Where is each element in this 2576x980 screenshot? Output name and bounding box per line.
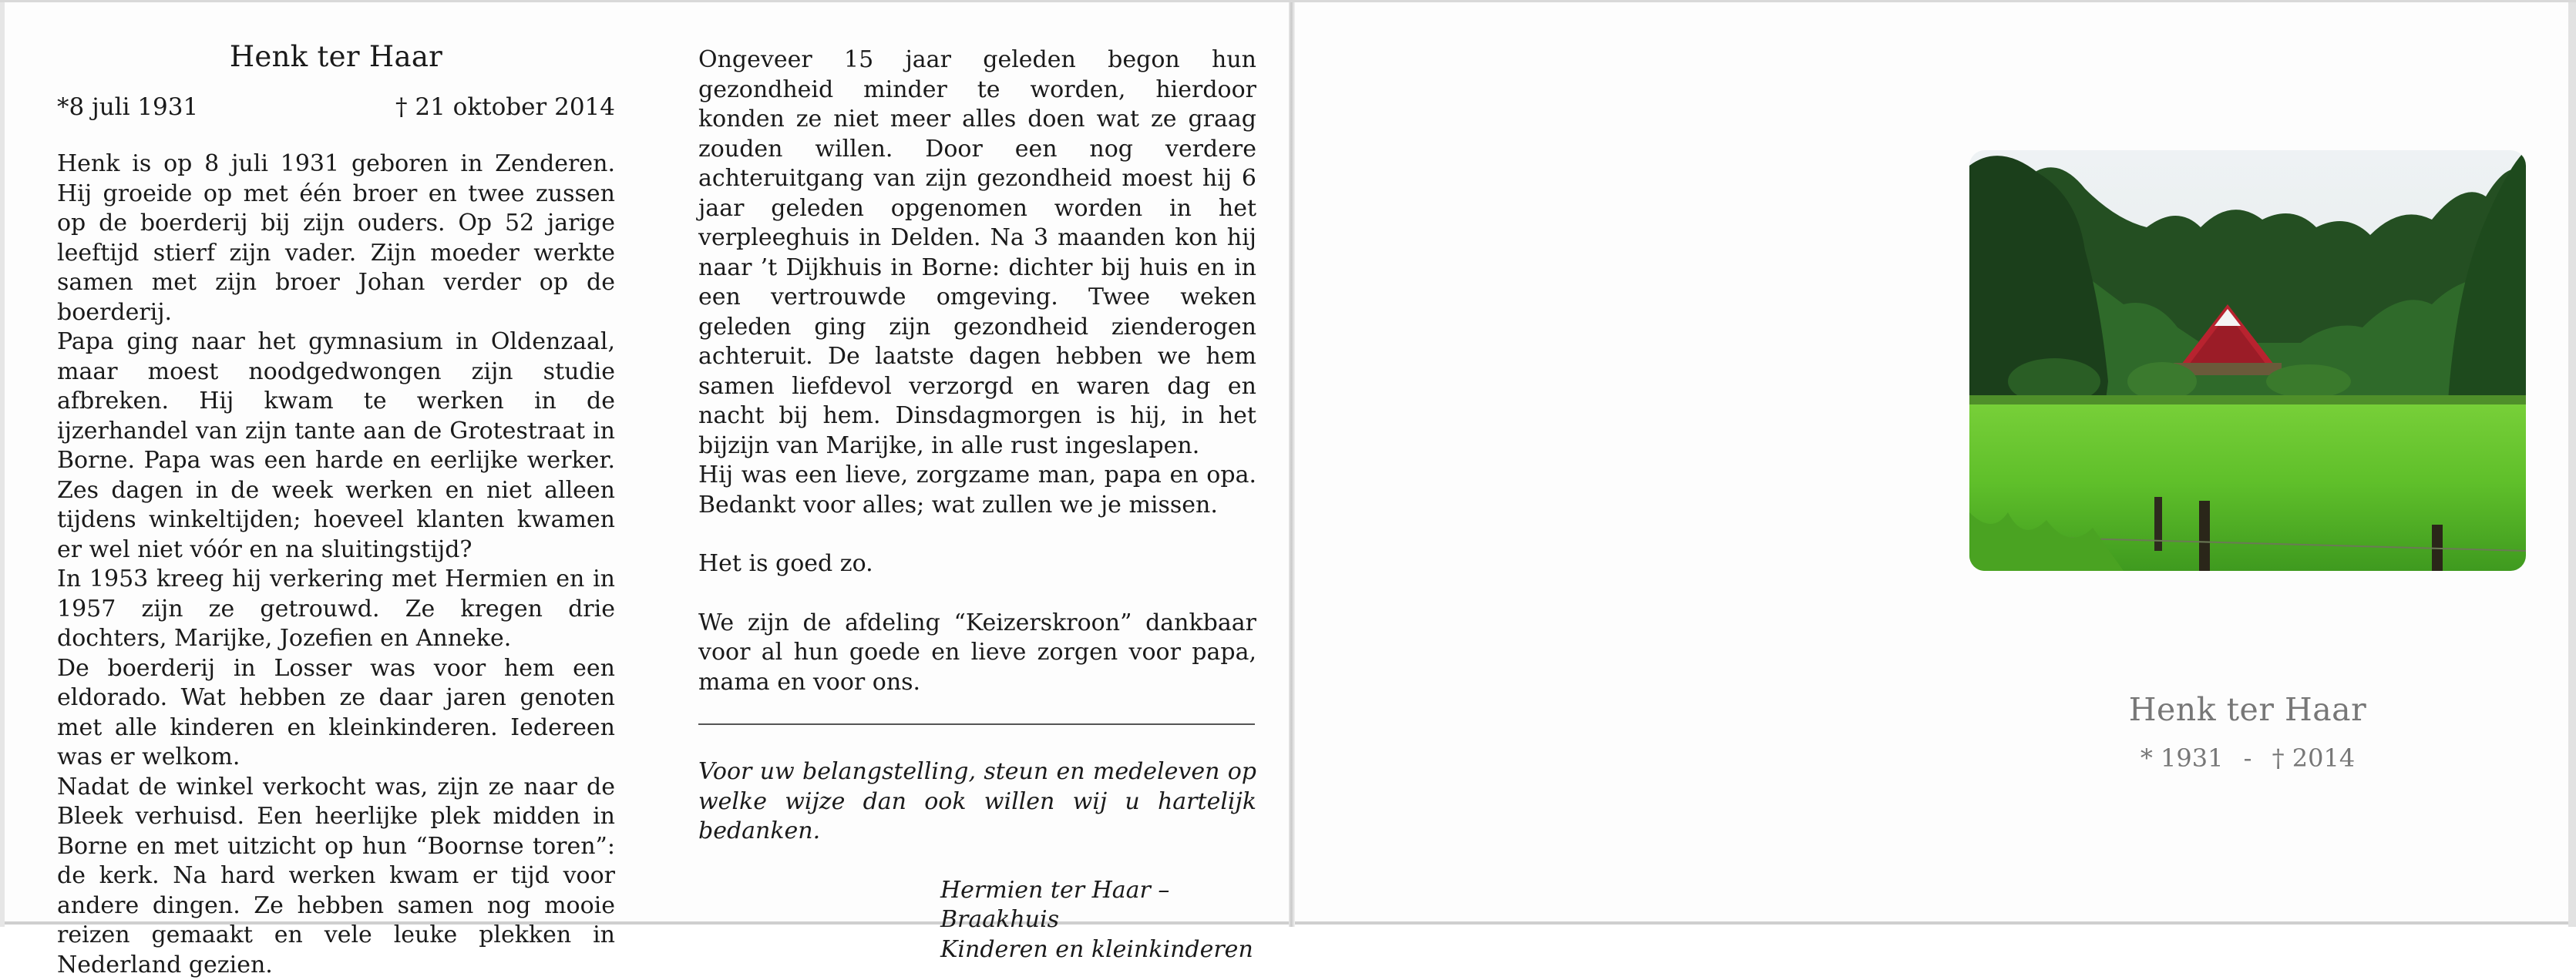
left-page: [57, 42, 615, 980]
year-separator: -: [2244, 743, 2252, 773]
front-card-name: Henk ter Haar: [1969, 691, 2526, 728]
front-card-years: [1969, 743, 2526, 773]
staff-thanks: We zijn de afdeling “Keizerskroon” dankbaar voor al hun goede en lieve zorgen voor papa, mama en voor ons.: [698, 609, 1256, 698]
biography-paragraph: Nadat de winkel verkocht was, zijn ze naar de Bleek verhuisd. Een heerlijke plek midden in Borne en met uitzicht op hun “Boornse toren”: de kerk. Na hard werken kwam er tijd voor andere dingen. Ze hebben samen nog mooie reizen gemaakt en vele leuke plekken in Nederland gezien.: [57, 773, 615, 980]
birth-date: *8 juli 1931: [57, 92, 198, 123]
signature-name: Hermien ter Haar – Braakhuis: [940, 876, 1256, 935]
divider-line: [698, 723, 1255, 725]
closing-line: Het is goed zo.: [698, 549, 1256, 579]
thanks-message: Voor uw belangstelling, steun en medeleven op welke wijze dan ook willen wij u hartelijk bedanken.: [698, 757, 1256, 847]
death-date: † 21 oktober 2014: [395, 92, 615, 123]
middle-page: [698, 45, 1256, 965]
biography-paragraph: Papa ging naar het gymnasium in Oldenzaal, maar moest noodgedwongen zijn studie afbreken. Hij kwam te werken in de ijzerhandel van zijn tante aan de Grotestraat in Borne. Papa was een harde en eerlijke werker. Zes dagen in de week werken en niet alleen tijdens winkeltijden; hoeveel klanten kwamen er wel niet vóór en na sluitingstijd?: [57, 327, 615, 565]
life-dates: [57, 92, 615, 123]
health-paragraph: Ongeveer 15 jaar geleden begon hun gezondheid minder te worden, hierdoor konden ze niet meer alles doen wat ze graag zouden willen. Door een nog verdere achteruitgang van zijn gezondheid moest hij 6 jaar geleden opgenomen worden in het verpleeghuis in Delden. Na 3 maanden kon hij naar ’t Dijkhuis in Borne: dichter bij huis en in een vertrouwde omgeving. Twee weken geleden ging zijn gezondheid zienderogen achteruit. De laatste dagen hebben we hem samen liefdevol verzorgd en waren dag en nacht bij hem. Dinsdagmorgen is hij, in het bijzijn van Marijke, in alle rust ingeslapen.: [698, 45, 1256, 461]
biography-paragraph: Henk is op 8 juli 1931 geboren in Zenderen. Hij groeide op met één broer en twee zussen op de boerderij bij zijn ouders. Op 52 jarige leeftijd stierf zijn vader. Zijn moeder werkte samen met zijn broer Johan verder op de boerderij.: [57, 149, 615, 327]
card-fold: [1289, 2, 1295, 927]
signature-family: Kinderen en kleinkinderen: [940, 935, 1256, 965]
deceased-name-heading: Henk ter Haar: [57, 42, 615, 72]
front-card-death-year: † 2014: [2272, 743, 2356, 773]
farmhouse-landscape-photo: [1969, 150, 2526, 571]
left-paper-edge: [0, 2, 5, 927]
right-paper-edge: [2568, 2, 2576, 927]
biography-paragraph: In 1953 kreeg hij verkering met Hermien en in 1957 zijn ze getrouwd. Ze kregen drie dochters, Marijke, Jozefien en Anneke.: [57, 565, 615, 654]
front-card-birth-year: * 1931: [2141, 743, 2224, 773]
biography-paragraph: De boerderij in Losser was voor hem een eldorado. Wat hebben ze daar jaren genoten met alle kinderen en kleinkinderen. Iedereen was er welkom.: [57, 654, 615, 773]
farewell-paragraph: Hij was een lieve, zorgzame man, papa en opa. Bedankt voor alles; wat zullen we je missen.: [698, 461, 1256, 520]
